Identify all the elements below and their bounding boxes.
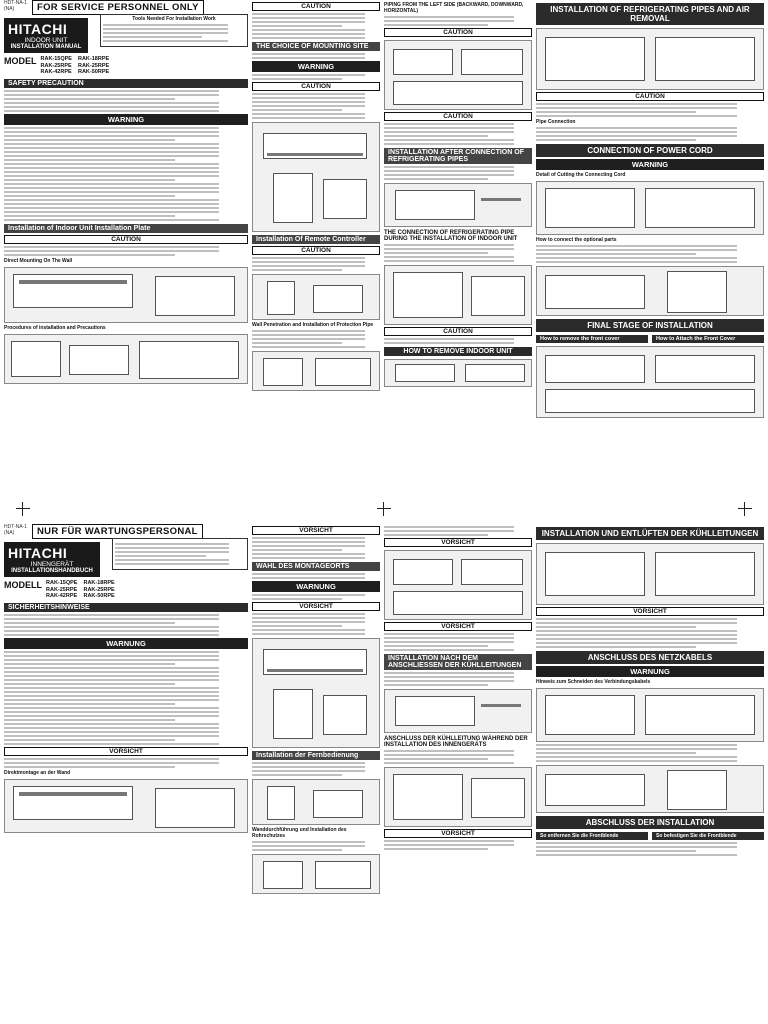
crop-mark-icon [16,502,30,516]
how-remove-heading: HOW TO REMOVE INDOOR UNIT [384,347,532,356]
install-refrig-heading: INSTALLATION OF REFRIGERATING PIPES AND AIR REMOVAL [536,3,764,25]
attach-front-heading: So befestigen Sie die Frontblende [652,832,764,840]
crop-mark-icon [377,502,391,516]
pipe-connection-label: Pipe Connection [536,119,576,125]
wall-penetration-figure [252,351,380,391]
model-item: RAK-50RPE [83,593,115,599]
indoor-unit-figure [252,638,380,748]
warning-bar: WARNUNG [536,666,764,677]
caution-bar: VORSICHT [384,829,532,838]
doc-code-sub: (NA) [4,6,15,12]
front-cover-figure [536,346,764,418]
caution-bar: CAUTION [252,82,380,91]
model-grid [41,56,110,76]
safety-heading: SICHERHEITSHINWEISE [4,603,248,612]
wall-mount-figure [4,779,248,833]
install-refrig-heading: INSTALLATION UND ENTLÜFTEN DER KÜHLLEITUNGEN [536,527,764,540]
piping-left-figure [384,40,532,110]
caution-bar: VORSICHT [252,602,380,611]
indoor-unit-figure [252,122,380,232]
caution-bar: CAUTION [252,246,380,255]
caution-bar: CAUTION [4,235,248,244]
manual-title: INSTALLATIONSHANDBUCH [11,568,93,574]
model-item: RAK-15QPE [46,580,78,586]
optional-parts-label: How to connect the optional parts [536,237,617,243]
service-banner: NUR FÜR WARTUNGSPERSONAL [32,524,203,539]
model-item: RAK-42RPE [46,593,78,599]
page-gap [0,500,768,524]
procedures-label: Procedures of installation and Precautions [4,324,106,331]
caution-bar: VORSICHT [536,607,764,616]
connection-power-heading: ANSCHLUSS DES NETZKABELS [536,651,764,664]
power-cord-figure [536,688,764,742]
connection-refrig-figure [384,767,532,827]
remote-controller-heading: Installation der Fernbedienung [252,751,380,760]
brand-logo-box [4,18,88,53]
doc-code-sub: (NA) [4,530,15,536]
model-list [4,580,248,600]
procedure-figure [4,334,248,384]
manual-title: INSTALLATION MANUAL [10,44,82,50]
remote-controller-heading: Installation Of Remote Controller [252,235,380,244]
connection-refrig-label: ANSCHLUSS DER KÜHLLEITUNG WÄHREND DER INSTALLATION DES INNENGERÄTS [384,736,528,748]
mounting-site-heading: WAHL DES MONTAGEORTS [252,562,380,571]
crop-mark-icon [738,502,752,516]
tools-box [112,538,248,570]
remove-front-heading: How to remove the front cover [536,335,648,343]
brand-logo-box [4,542,100,577]
english-manual-sheet [0,0,768,500]
brand-name: HITACHI [8,21,68,37]
english-column-4 [536,0,764,500]
connection-refrig-label: THE CONNECTION OF REFRIGERATING PIPE DURING THE INSTALLATION OF INDOOR UNIT [384,230,518,242]
front-cover-headings [536,829,764,840]
direct-mount-label: Direct Mounting On The Wall [4,257,73,264]
model-item: RAK-18RPE [83,580,115,586]
final-stage-heading: ABSCHLUSS DER INSTALLATION [536,816,764,829]
caution-bar: CAUTION [384,112,532,121]
doc-code: HDT-NA-1 [4,524,28,530]
attach-front-heading: How to Attach the Front Cover [652,335,764,343]
caution-bar: CAUTION [384,28,532,37]
caution-bar: CAUTION [536,92,764,101]
model-item: RAK-25RPE [46,586,78,593]
safety-heading: SAFETY PRECAUTION [4,79,248,88]
installation-plate-heading: Installation of Indoor Unit Installation Plate [4,224,248,233]
power-cord-figure [536,181,764,235]
english-column-2 [252,0,380,500]
warning-bar: WARNUNG [252,581,380,592]
brand-subtitle: INNENGERÄT [30,561,74,568]
model-item: RAK-18RPE [77,56,110,62]
caution-bar: VORSICHT [384,538,532,547]
installation-after-heading: INSTALLATION AFTER CONNECTION OF REFRIGERATING PIPES [384,148,532,164]
detail-cutting-label: Hinweis zum Schneiden des Verbindungskabels [536,679,651,685]
service-banner: FOR SERVICE PERSONNEL ONLY [32,0,204,15]
brand-subtitle: INDOOR UNIT [24,37,68,44]
piping-left-label: PIPING FROM THE LEFT SIDE (BACKWARD, DOWNWARD, HORIZONTAL) [384,2,524,14]
model-grid [46,580,115,600]
remove-front-heading: So entfernen Sie die Frontblende [536,832,648,840]
connection-power-heading: CONNECTION OF POWER CORD [536,144,764,157]
piping-left-figure [384,550,532,620]
wall-penetration-figure [252,854,380,894]
warning-bar: WARNING [536,159,764,170]
remove-figure [384,359,532,387]
caution-bar: VORSICHT [384,622,532,631]
model-list [4,56,248,76]
installation-after-figure [384,183,532,227]
model-item: RAK-50RPE [77,69,110,75]
brand-name: HITACHI [8,545,68,561]
direct-mount-label: Direktmontage an der Wand [4,769,71,776]
model-item: RAK-15QPE [40,56,72,62]
model-item: RAK-25RPE [83,586,115,593]
german-column-4 [536,524,764,1024]
model-item: RAK-25RPE [77,62,110,69]
english-column-1 [4,0,248,500]
wall-mount-figure [4,267,248,323]
connection-refrig-figure [384,265,532,325]
german-column-3 [384,524,532,1024]
optional-parts-figure [536,266,764,316]
model-label: MODELL [4,580,42,590]
german-manual-sheet [0,524,768,1024]
english-column-3 [384,0,532,500]
caution-bar: VORSICHT [252,526,380,535]
model-item: RAK-25RPE [40,62,72,69]
caution-bar: CAUTION [384,327,532,336]
model-item: RAK-42RPE [40,69,72,75]
remote-figure [252,274,380,320]
tools-box [100,14,248,47]
doc-code: HDT-NA-1 [4,0,28,6]
installation-after-heading: INSTALLATION NACH DEM ANSCHLIESSEN DER KÜHLLEITUNGEN [384,654,532,670]
refrig-pipes-figure [536,543,764,605]
caution-bar: CAUTION [252,2,380,11]
caution-bar: VORSICHT [4,747,248,756]
model-label: MODEL [4,56,37,66]
wall-penetration-label: Wall Penetration and Installation of Protection Pipe [252,322,374,328]
tools-title: Tools Needed For Installation Work [132,16,216,22]
final-stage-heading: FINAL STAGE OF INSTALLATION [536,319,764,332]
warning-bar: WARNUNG [4,638,248,649]
mounting-site-heading: THE CHOICE OF MOUNTING SITE [252,42,380,51]
remote-figure [252,779,380,825]
optional-parts-figure [536,765,764,813]
refrig-pipes-figure [536,28,764,90]
detail-cutting-label: Detail of Cutting the Connecting Cord [536,172,626,178]
installation-after-figure [384,689,532,733]
german-column-2 [252,524,380,1024]
wall-penetration-label: Wanddurchführung und Installation des Rohrschutzes [252,827,347,839]
front-cover-headings [536,332,764,343]
german-column-1 [4,524,248,1024]
warning-bar: WARNING [4,114,248,125]
warning-bar: WARNING [252,61,380,72]
